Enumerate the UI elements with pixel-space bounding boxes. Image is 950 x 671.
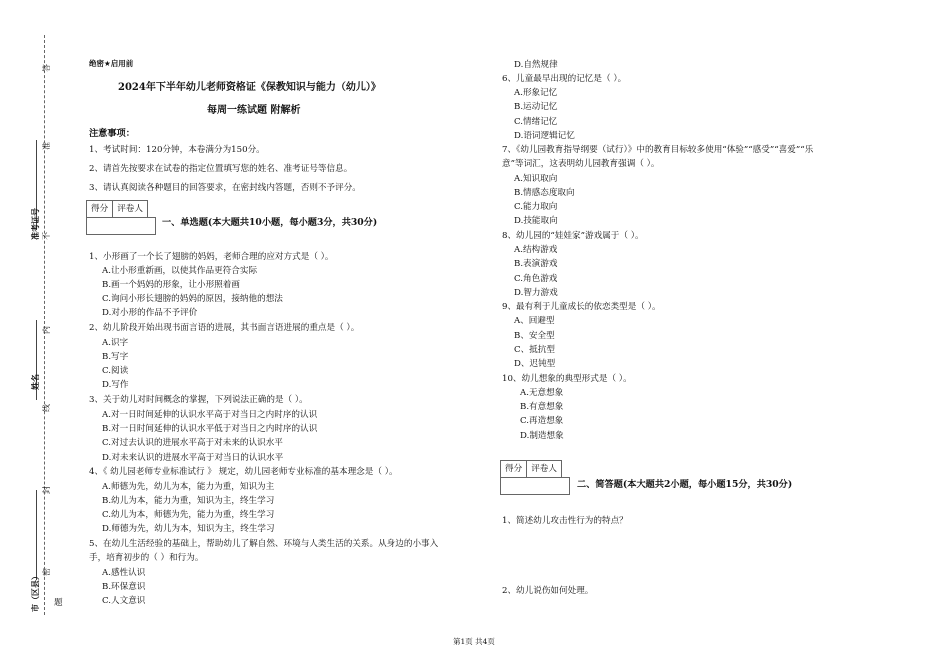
option: D.对未来认识的进展水平高于对当日的认识水平 <box>102 453 284 463</box>
section1-heading: 一、单选题(本大题共10小题，每小题3分，共30分) <box>162 217 378 228</box>
seal-char: 密 <box>42 568 51 576</box>
seal-char: 线 <box>42 404 51 412</box>
notice-item: 1、考试时间：120分钟，本卷满分为150分。 <box>89 145 265 155</box>
question-stem: 6、儿童最早出现的记忆是（ ）。 <box>502 74 627 84</box>
option: A.结构游戏 <box>514 245 558 255</box>
seal-char: 封 <box>42 486 51 494</box>
seal-char: 不 <box>42 232 51 240</box>
option: D.制造想象 <box>520 431 564 441</box>
option: B.写字 <box>102 352 129 362</box>
option: D.对小形的作品不予评价 <box>102 308 198 318</box>
seal-char: 内 <box>42 326 51 334</box>
question-stem: 8、幼儿园的“娃娃家”游戏属于（ ）。 <box>502 231 644 241</box>
option: A.无意想象 <box>520 388 564 398</box>
option: C.再造想象 <box>520 416 564 426</box>
option: D.写作 <box>102 380 129 390</box>
option: C.角色游戏 <box>514 274 558 284</box>
option: B.环保意识 <box>102 582 146 592</box>
option: B.幼儿为本，能力为重，知识为主，终生学习 <box>102 496 275 506</box>
option: A.对一日时间延伸的认识水平高于对当日之内时序的认识 <box>102 410 318 420</box>
question-stem: 1、小形画了一个长了翅膀的妈妈，老师合理的应对方式是（ ）。 <box>89 252 334 262</box>
page-title: 2024年下半年幼儿老师资格证《保教知识与能力（幼儿）》 <box>118 82 381 93</box>
name-label: 姓名 <box>30 374 40 390</box>
section2-heading: 二、简答题(本大题共2小题，每小题15分，共30分) <box>577 479 793 490</box>
option: C.阅读 <box>102 366 129 376</box>
option: D.自然规律 <box>514 60 558 70</box>
option: C.能力取向 <box>514 202 558 212</box>
option: A.形象记忆 <box>514 88 558 98</box>
notice-heading: 注意事项： <box>89 128 135 139</box>
short-answer-question: 1、简述幼儿攻击性行为的特点？ <box>502 516 628 526</box>
option: A.识字 <box>102 338 129 348</box>
option: B.情感态度取向 <box>514 188 575 198</box>
option: D、迟钝型 <box>514 359 556 369</box>
question-stem: 7、《幼儿园教育指导纲要（试行）》中的教育目标较多使用“体验”“感受”“喜爱”“乐 <box>502 145 814 155</box>
option: D.语词逻辑记忆 <box>514 131 575 141</box>
seal-char: 准 <box>42 142 51 150</box>
score-box <box>500 460 562 478</box>
question-stem: 5、在幼儿生活经验的基础上，帮助幼儿了解自然、环境与人类生活的关系。从身边的小事入 <box>89 539 439 549</box>
option: D.技能取向 <box>514 216 558 226</box>
option: C.情绪记忆 <box>514 117 558 127</box>
district-label: 市（区县） <box>30 572 40 612</box>
option: B.运动记忆 <box>514 102 558 112</box>
option: B.画一个妈妈的形象，让小形照着画 <box>102 280 240 290</box>
option: C.幼儿为本，师德为先，能力为重，终生学习 <box>102 510 275 520</box>
reviewer-label: 评卷人 <box>117 204 143 214</box>
page-subtitle: 每周一练试题 附解析 <box>207 105 301 116</box>
option: C.人文意识 <box>102 596 146 606</box>
question-stem-cont: 手，培育初步的（ ）和行为。 <box>89 553 204 563</box>
option: A.让小形重新画，以使其作品更符合实际 <box>102 266 258 276</box>
option: C.对过去认识的进展水平高于对未来的认识水平 <box>102 438 283 448</box>
exam-no-label: 准考证号 <box>30 208 40 240</box>
bottom-char: 题 <box>54 598 63 608</box>
score-label: 得分 <box>501 461 527 477</box>
district-underline <box>36 490 37 580</box>
option: A、回避型 <box>514 316 555 326</box>
option: A.知识取向 <box>514 174 558 184</box>
question-stem: 2、幼儿阶段开始出现书面言语的进展，其书面言语进展的重点是（ ）。 <box>89 323 360 333</box>
question-stem: 10、幼儿想象的典型形式是（ ）。 <box>502 374 632 384</box>
option: A.师德为先，幼儿为本，能力为重，知识为主 <box>102 482 275 492</box>
score-label: 得分 <box>87 201 113 217</box>
question-stem: 4、《 幼儿园老师专业标准试行 》 规定，幼儿园老师专业标准的基本理念是（ ）。 <box>89 467 398 477</box>
option: B.有意想象 <box>520 402 564 412</box>
seal-dashed-line <box>44 35 45 615</box>
option: C.询问小形长翅膀的妈妈的原因，接纳他的想法 <box>102 294 283 304</box>
secret-label: 绝密★启用前 <box>89 59 134 68</box>
question-stem: 9、最有利于儿童成长的依恋类型是（ ）。 <box>502 302 661 312</box>
score-box <box>86 200 148 218</box>
reviewer-label: 评卷人 <box>531 464 557 474</box>
option: C、抵抗型 <box>514 345 555 355</box>
option: D.师德为先，幼儿为本，知识为主，终生学习 <box>102 524 275 534</box>
score-fill-box <box>86 217 156 235</box>
notice-item: 2、请首先按要求在试卷的指定位置填写您的姓名、准考证号等信息。 <box>89 164 353 174</box>
question-stem-cont: 意”等词汇，这表明幼儿园教育强调（ ）。 <box>502 159 660 169</box>
short-answer-question: 2、幼儿说伤如何处理。 <box>502 586 594 596</box>
page-footer: 第1页 共4页 <box>453 637 495 646</box>
option: B、安全型 <box>514 331 555 341</box>
option: B.对一日时间延伸的认识水平低于对当日之内时序的认识 <box>102 424 318 434</box>
score-fill-box <box>500 477 570 495</box>
option: A.感性认识 <box>102 568 146 578</box>
notice-item: 3、请认真阅读各种题目的回答要求，在密封线内答题，否则不予评分。 <box>89 183 361 193</box>
option: D.智力游戏 <box>514 288 558 298</box>
question-stem: 3、关于幼儿对时间概念的掌握，下列说法正确的是（ ）。 <box>89 395 308 405</box>
option: B.表演游戏 <box>514 259 558 269</box>
seal-char: 答 <box>42 64 51 72</box>
